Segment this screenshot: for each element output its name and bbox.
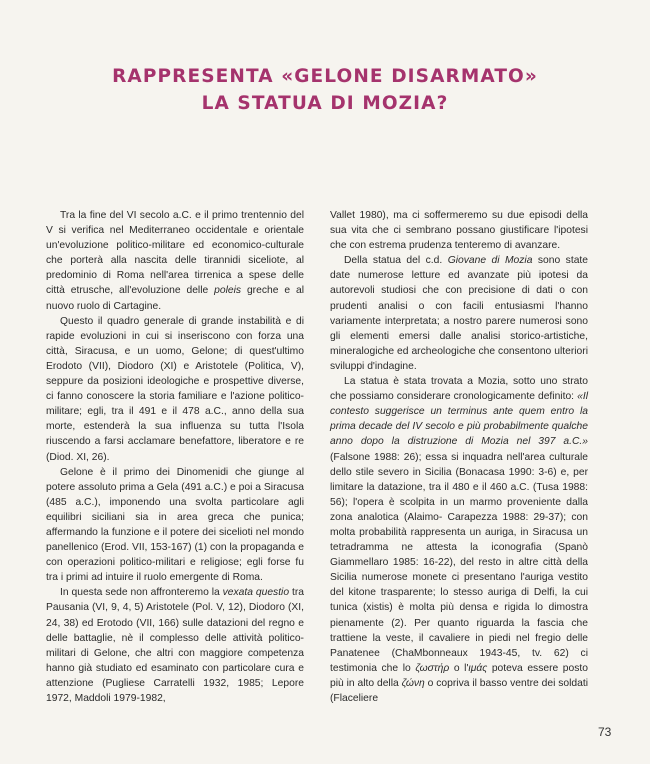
paragraph: Della statua del c.d. Giovane di Mozia sono state date numerose letture ed avanzate più ipotesi da autorevoli studiosi che con precisione di dati o con prudenti analisi o con facili entusiasmi l'hanno variamente interpretata; a nostro parere numerosi sono gli elementi emersi dalle analisi storico-artistiche, mineralogiche ed archeologiche che consentono ulteriori sviluppi d'indagine. <box>330 255 589 372</box>
paragraph: Gelone è il primo dei Dinomenidi che giunge al potere assoluto prima a Gela (491 a.C.) e poi a Siracusa (485 a.C.), imponendo una svolta particolare agli equilibri siciliani sia in area greca che punica; affermando la funzione e il potere dei sicelioti nel mondo panellenico (Erod. VII, 153-167) (1) con la propaganda e con operazioni politico-militari e religiose; egli forse fu tra i primi ad intuire il ruolo emergente di Roma. <box>46 466 304 584</box>
article-title <box>40 63 610 117</box>
paragraph: Tra la fine del VI secolo a.C. e il primo trentennio del V si verifica nel Mediterraneo occidentale e orientale un'evoluzione politico-militare ed economico-culturale che porterà alla nascita delle tirannidi siceliote, al predominio di Roma nell'area tirrenica a spese delle città etrusche, all'evoluzione delle poleis greche e al nuovo ruolo di Cartagine. <box>46 210 305 312</box>
title-line-1: RAPPRESENTA «GELONE DISARMATO» <box>112 66 538 87</box>
paragraph: Vallet 1980), ma ci soffermeremo su due episodi della sua vita che ci sembrano possano giustificare l'ipotesi che con estrema prudenza tenteremo di avanzare. <box>330 210 588 252</box>
page-number: 73 <box>598 725 612 739</box>
left-column <box>46 208 304 706</box>
right-column <box>330 208 588 706</box>
paragraph: Questo il quadro generale di grande instabilità e di rapide evoluzioni in cui si inseriscono con forza una città, Siracusa, e un uomo, Gelone; di quest'ultimo Erodoto (VII), Diodoro (XI) e Aristotele (Politica, V), seppure da posizioni ideologiche e prospettive diverse, ci fanno conoscere la storia familiare e l'azione politico-militare; egli, tra il 491 e il 478 a.C., anno della sua morte, estenderà la sua influenza su tutta l'Isola riuscendo a farsi acclamare benefattore, liberatore e re (Diod. XI, 26). <box>46 315 304 463</box>
title-line-2: LA STATUA DI MOZIA? <box>201 93 449 114</box>
paragraph: In questa sede non affronteremo la vexata questio tra Pausania (VI, 9, 4, 5) Aristotele (Pol. V, 12), Diodoro (XI, 24, 38) ed Erotodo (VII, 166) sulle datazioni del regno e delle battaglie, nè il complesso delle attività politico-militari di Gelone, che altri con maggiore competenza hanno già studiato ed esaminato con particolare cura e attenzione (Pugliese Carratelli 1932, 1985; Lepore 1972, Maddoli 1979-1982, <box>46 587 304 704</box>
paragraph: La statua è stata trovata a Mozia, sotto uno strato che possiamo considerare cronologicamente definito: «Il contesto suggerisce un terminus ante quem entro la prima decade del IV secolo e più probabilmente qualche anno dopo la distruzione di Mozia nel 397 a.C.» (Falsone 1988: 26); essa si inquadra nell'area culturale dello stile severo in Sicilia (Bonacasa 1990: 3-6) e, per limitare la datazione, tra il 480 e il 460 a.C. (Tusa 1988: 56); l'opera è scolpita in un marmo proveniente dalla zona analotica (Alaimo- Carapezza 1988: 29-37); con molta probabilità rappresenta un auriga, in Siracusa un tetradramma ne attesta la iconografia (Spanò Giammellaro 1985: 16-22), del resto in altre città della Sicilia numerose monete ci presentano l'auriga vestito del kitone trasparente; lo stesso auriga di Delfi, la cui tunica (xistis) è molta più densa e rigida lo dimostra pienamente (2). Per quanto riguarda la fascia che trattiene la veste, il cavaliere in piedi nel fregio delle Panatenee (ChaMbonneaux 1943-45, tv. 62) ci testimonia che lo ζωστήρ o l'ιμάς poteva essere posto più in alto della ζώνη o copriva il basso ventre dei soldati (Flaceliere <box>330 376 589 704</box>
